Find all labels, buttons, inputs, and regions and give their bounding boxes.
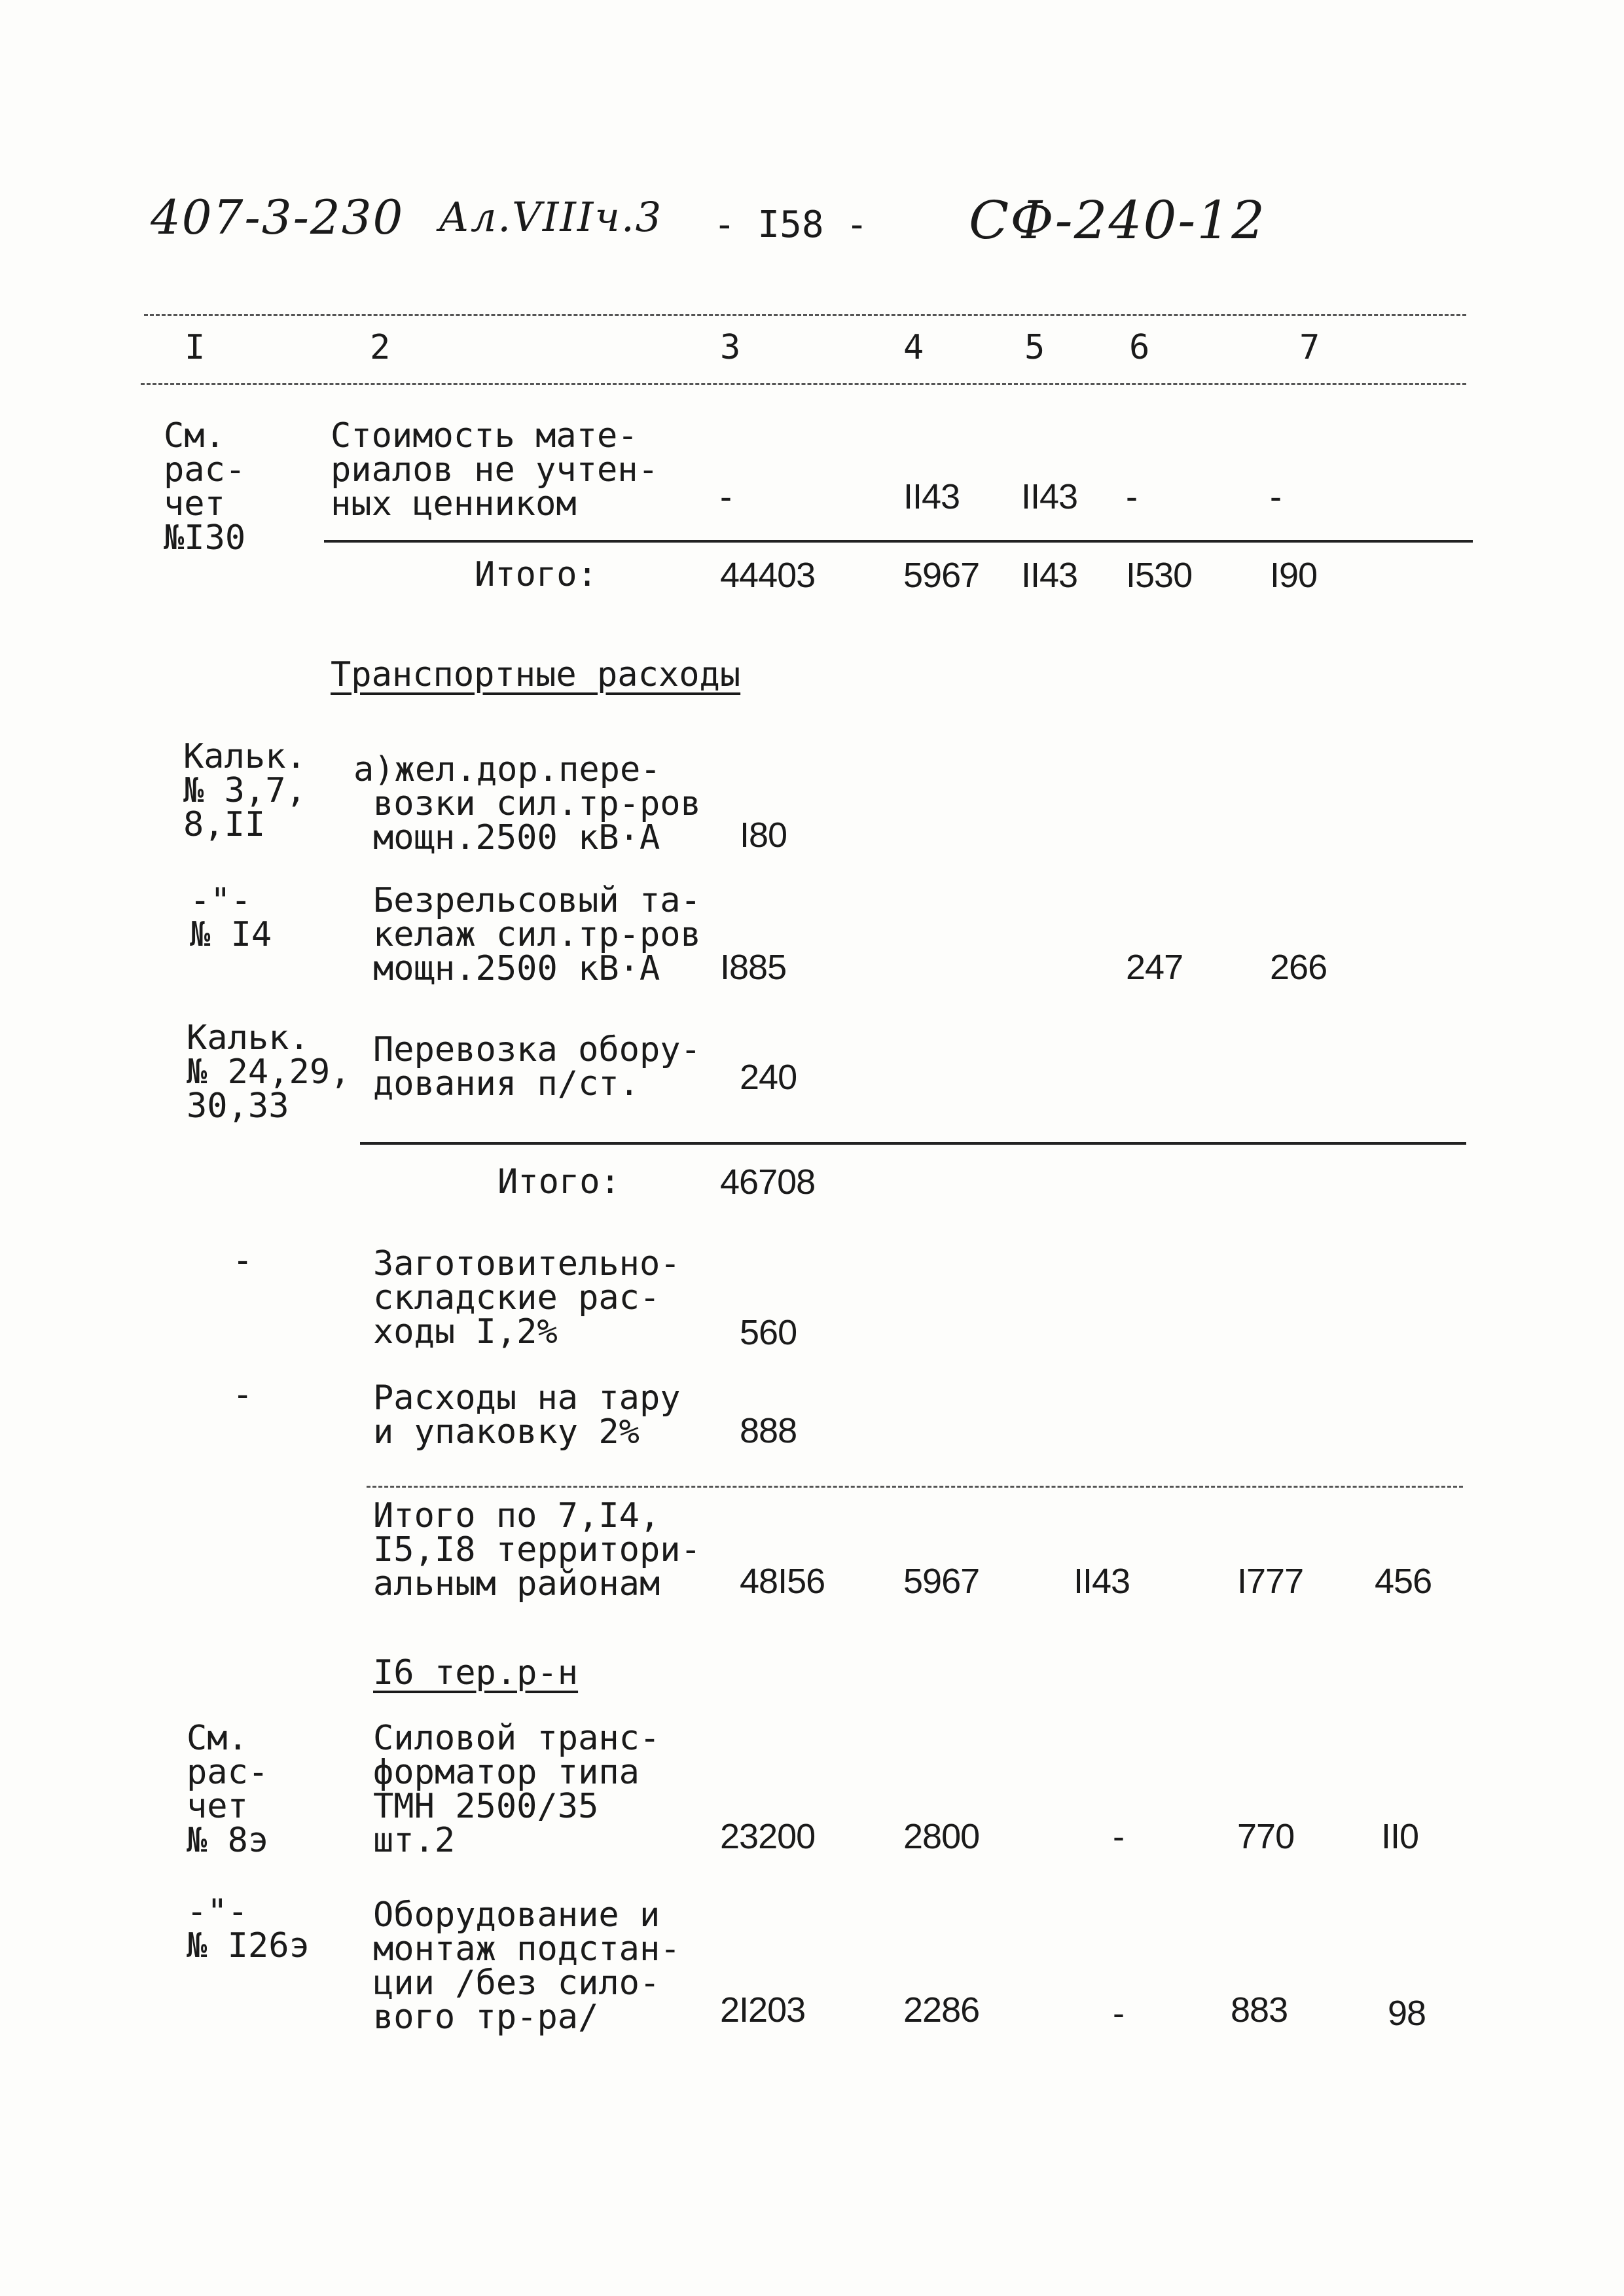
col-header-6: 6 [1129,328,1150,367]
region-row-2-c3: 2I203 [720,1990,806,2030]
region-row-1-c3: 23200 [720,1817,816,1856]
col-header-2: 2 [370,328,391,367]
block1-ref: См. рас- чет №I30 [164,416,246,558]
transport-rule [360,1142,1466,1145]
region-row-1-c6: 770 [1237,1817,1295,1856]
region-row-1-description: Силовой транс- форматор типа ТМН 2500/35 шт.2 [373,1719,660,1860]
total3-label: Итого по 7,I4, I5,I8 территори- альным районам [373,1496,701,1604]
transport-heading: Транспортные расходы [331,655,741,694]
block1-c7: - [1270,477,1281,516]
region-row-1-c5: - [1113,1817,1124,1856]
series-code: СФ-240-12 [969,190,1267,251]
transport-row-1-c3: I80 [740,816,787,855]
region-row-1-ref: См. рас- чет № 8э [187,1719,269,1860]
region-row-1-c4: 2800 [903,1817,980,1856]
col-header-5: 5 [1024,328,1045,367]
total3-c6: I777 [1237,1562,1304,1601]
extra-row-1-c3: 560 [740,1313,797,1352]
block1-c3: - [720,477,731,516]
block1-c6: - [1126,477,1137,516]
total3-c7: 456 [1375,1562,1432,1601]
total1-c4: 5967 [903,556,980,595]
document-code: 407-3-230 [151,190,405,245]
total3-c3: 48I56 [740,1562,825,1601]
transport-row-3-c3: 240 [740,1058,797,1097]
total3-c5: II43 [1074,1562,1130,1601]
total1-c3: 44403 [720,556,816,595]
transport-row-2-c3: I885 [720,948,787,987]
transport-row-1-description: а)жел.дор.пере- возки сил.тр-ров мощн.2500 кВ·А [353,750,701,857]
block1-rule [324,540,1473,543]
total2-label: Итого: [497,1162,621,1202]
transport-row-2-c7: 266 [1270,948,1327,987]
total1-c7: I90 [1270,556,1318,595]
region-row-1-c7: II0 [1381,1817,1419,1856]
region-row-2-description: Оборудование и монтаж подстан- ции /без сило- вого тр-ра/ [373,1895,681,2037]
extra-row-2-ref: - [232,1375,253,1414]
extra-row-2-c3: 888 [740,1411,797,1450]
region-row-2-c5: - [1113,1994,1124,2033]
total1-c6: I530 [1126,556,1193,595]
region-row-2-c6: 883 [1231,1990,1288,2030]
extra-row-1-ref: - [232,1241,253,1280]
block1-c5: II43 [1021,477,1078,516]
block1-c4: II43 [903,477,960,516]
transport-row-3-ref: Кальк. № 24,29, 30,33 [187,1018,351,1126]
total3-c4: 5967 [903,1562,980,1601]
total2-c3: 46708 [720,1162,816,1202]
top-rule [144,314,1466,316]
transport-row-2-description: Безрельсовый та- келаж сил.тр-ров мощн.2500 кВ·А [373,881,701,988]
total1-label: Итого: [475,555,598,594]
col-header-1: I [185,328,206,367]
col-header-3: 3 [720,328,741,367]
region-row-2-c7: 98 [1388,1994,1426,2033]
region-row-2-c4: 2286 [903,1990,980,2030]
extra-row-2-description: Расходы на тару и упаковку 2% [373,1378,681,1452]
block1-description: Стоимость мате- риалов не учтен- ных ценником [331,416,659,524]
header-rule [141,383,1466,385]
transport-row-2-c6: 247 [1126,948,1183,987]
extra-row-1-description: Заготовительно- складские рас- ходы I,2% [373,1244,681,1352]
col-header-7: 7 [1299,328,1320,367]
region-heading: I6 тер.р-н [373,1653,579,1693]
col-header-4: 4 [903,328,924,367]
page-number: - I58 - [713,204,869,246]
album-label: Ал.VIIIч.3 [439,193,663,241]
extra-rule [367,1486,1463,1488]
total1-c5: II43 [1021,556,1078,595]
transport-row-2-ref: -"- № I4 [190,881,272,954]
region-row-2-ref: -"- № I26э [187,1892,310,1965]
transport-row-3-description: Перевозка обору- дования п/ст. [373,1030,701,1103]
transport-row-1-ref: Кальк. № 3,7, 8,II [183,737,306,844]
